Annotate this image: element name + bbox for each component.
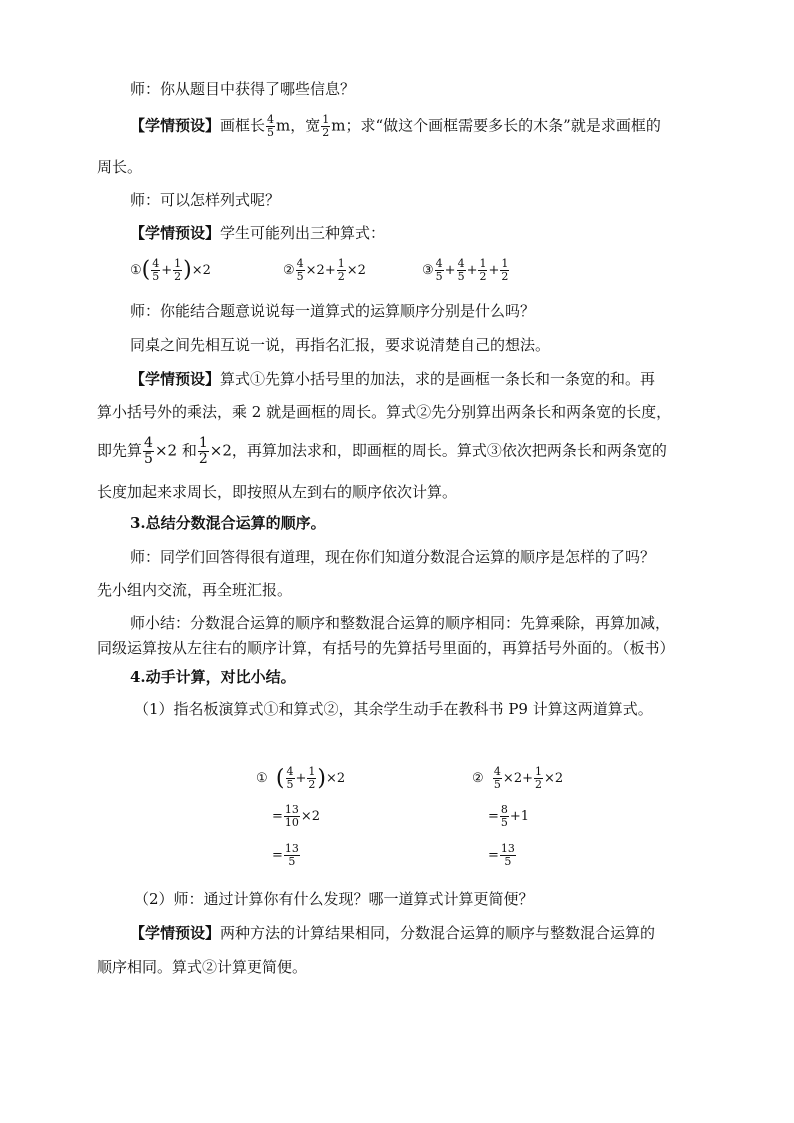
text-line: 【学情预设】两种方法的计算结果相同，分数混合运算的顺序与整数混合运算的 xyxy=(130,924,656,942)
text-line: （1）指名板演算式①和算式②，其余学生动手在教科书 P9 计算这两道算式。 xyxy=(134,700,653,718)
text-line: 【学情预设】算式①先算小括号里的加法，求的是画框一条长和一条宽的和。再 xyxy=(130,370,656,388)
text-line: 顺序相同。算式②计算更简便。 xyxy=(97,958,308,976)
text-line: 师：可以怎样列式呢？ xyxy=(130,191,281,209)
text-line: 即先算 $\frac{4}{5}$ ×2 和 $\frac{1}{2}$ ×2，再算加法求和，即画框的周长。算式③依次把两条长和两条宽的 xyxy=(97,435,667,467)
text-line: 师：同学们回答得很有道理，现在你们知道分数混合运算的顺序是怎样的了吗？ xyxy=(130,548,656,566)
calc-2-line-3: = $\frac{13}{5}$ xyxy=(488,842,515,868)
preset-tag: 【学情预设】 xyxy=(130,116,221,135)
section-heading: 4.动手计算，对比小结。 xyxy=(130,668,296,686)
calc-2-line-1: ② $\frac{4}{5}$ ×2+ $\frac{1}{2}$ ×2 xyxy=(472,765,564,791)
text-line: 算小括号外的乘法，乘 2 就是画框的周长。算式②先分别算出两条长和两条宽的长度， xyxy=(97,403,672,421)
text-line: 长度加起来求周长，即按照从左到右的顺序依次计算。 xyxy=(97,483,458,501)
formula-3: ③ $\frac{4}{5}$ + $\frac{4}{5}$ + $\frac{1}{2}$ + $\frac{1}{2}$ xyxy=(422,257,509,283)
text-line: 师：你从题目中获得了哪些信息？ xyxy=(130,80,356,98)
text-line: （2）师：通过计算你有什么发现？哪一道算式计算更简便？ xyxy=(134,890,534,908)
section-heading: 3.总结分数混合运算的顺序。 xyxy=(130,514,326,532)
fraction: $\frac{1}{2}$ xyxy=(198,435,208,467)
text-line: 【学情预设】画框长 $\frac{4}{5}$ m，宽 $\frac{1}{2}$ m；求“做这个画框需要多长的木条”就是求画框的 xyxy=(130,113,661,139)
calc-1-line-1: ① ( $\frac{4}{5}$ + $\frac{1}{2}$ )×2 xyxy=(256,765,346,791)
preset-tag: 【学情预设】 xyxy=(130,224,221,242)
fraction: $\frac{4}{5}$ xyxy=(144,435,153,467)
fraction: $\frac{1}{2}$ xyxy=(322,113,330,139)
text-line: 师：你能结合题意说说每一道算式的运算顺序分别是什么吗？ xyxy=(130,302,536,320)
text-line: 【学情预设】学生可能列出三种算式： xyxy=(130,224,386,242)
text-line: 师小结：分数混合运算的顺序和整数混合运算的顺序相同：先算乘除，再算加减， xyxy=(130,614,671,632)
preset-tag: 【学情预设】 xyxy=(130,924,221,942)
formula-2: ② $\frac{4}{5}$ ×2+ $\frac{1}{2}$ ×2 xyxy=(283,257,366,283)
preset-tag: 【学情预设】 xyxy=(130,370,221,388)
calc-1-line-2: = $\frac{13}{10}$ ×2 xyxy=(272,803,321,829)
text-line: 周长。 xyxy=(97,158,143,176)
text-line: 同桌之间先相互说一说，再指名汇报，要求说清楚自己的想法。 xyxy=(130,336,551,354)
calc-1-line-3: = $\frac{13}{5}$ xyxy=(272,842,299,868)
formula-1: ①( $\frac{4}{5}$ + $\frac{1}{2}$ )×2 xyxy=(130,257,211,283)
fraction: $\frac{4}{5}$ xyxy=(267,113,275,139)
calc-2-line-2: = $\frac{8}{5}$ +1 xyxy=(488,803,530,829)
text-line: 同级运算按从左往右的顺序计算，有括号的先算括号里面的，再算括号外面的。（板书） xyxy=(97,639,675,657)
text-line: 先小组内交流，再全班汇报。 xyxy=(97,581,293,599)
